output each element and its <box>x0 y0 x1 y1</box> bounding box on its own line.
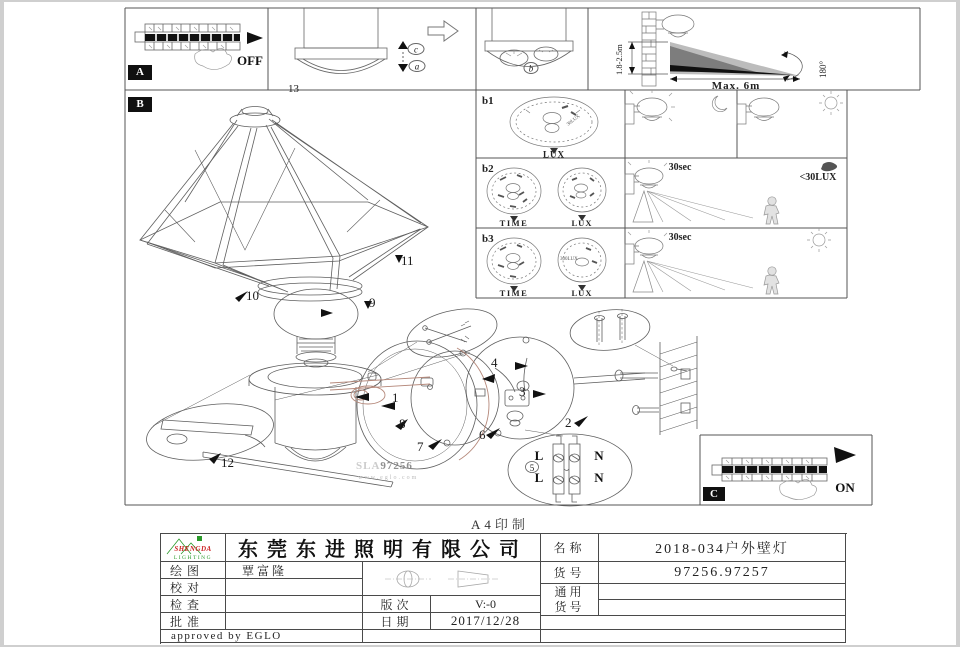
person-figure <box>764 267 779 294</box>
direction-c-label: c <box>414 44 418 55</box>
b3-duration-label: 30sec <box>668 232 692 243</box>
terminal-n2-label: N <box>594 470 604 485</box>
revision-value: V:-0 <box>431 596 541 613</box>
person-figure <box>764 197 779 224</box>
part-9-label: 9 <box>369 295 376 310</box>
revision-label: 版次 <box>363 596 431 613</box>
empty-row-2 <box>541 630 846 643</box>
company-name: 东莞东进照明有限公司 <box>226 534 541 562</box>
part-11-label: 11 <box>401 253 414 268</box>
detection-range-diagram <box>588 8 920 90</box>
row-drawn-label: 绘图 <box>161 562 226 579</box>
watermark-code: SLA97256 <box>356 460 413 472</box>
b1-tag: b1 <box>482 95 494 107</box>
b2-dial2-label: LUX <box>571 218 593 228</box>
b1-dial-label: LUX <box>542 149 566 160</box>
product-name-value: 2018-034户外壁灯 <box>599 534 846 562</box>
empty-row-1 <box>541 616 846 630</box>
max-distance-label: Max. 6m <box>711 80 761 92</box>
projection-symbol <box>363 562 541 596</box>
b3-tag: b3 <box>482 233 494 245</box>
projection-symbol-cell <box>363 562 541 596</box>
item-no-label: 货号 <box>541 562 599 584</box>
b2-tag: b2 <box>482 163 494 175</box>
b3-dial1-label: TIME <box>499 288 529 298</box>
mount-height-label: 1.8-2.5m <box>614 44 624 75</box>
next-step-arrow-icon <box>428 21 458 41</box>
b2-duration-label: 30sec <box>668 162 692 173</box>
b1-day-scene <box>737 90 847 158</box>
sun-icon <box>807 228 831 252</box>
item-no-value: 97256.97257 <box>599 562 846 584</box>
shengda-logo <box>161 534 226 562</box>
part-1-label: 1 <box>392 390 399 405</box>
row-approve-label: 批准 <box>161 613 226 630</box>
part-7-label: 7 <box>417 439 424 454</box>
part-pointer-arrows <box>209 255 588 464</box>
part-4-label: 4 <box>491 355 498 370</box>
row-drawn-value: 覃富隆 <box>226 562 363 579</box>
row-inspect-label: 检查 <box>161 596 226 613</box>
terminal-n1-label: N <box>594 448 604 463</box>
switch-direction-arrow-icon <box>834 447 856 463</box>
part-10-label: 10 <box>246 288 259 303</box>
direction-a-label: a <box>414 61 420 72</box>
dials-view-label: b <box>528 63 534 74</box>
section-tag-a: A <box>128 65 152 80</box>
b3-dial2-label: LUX <box>571 288 593 298</box>
switch-off-label: OFF <box>237 53 263 68</box>
row-inspect-value <box>226 596 363 613</box>
terminal-l1-label: L <box>534 448 544 463</box>
common-item-label: 通用 货号 <box>541 584 599 616</box>
approval-note: approved by EGLO <box>161 630 363 643</box>
empty-cell <box>363 630 541 643</box>
b3-dial2-value: 300LUX <box>560 257 578 262</box>
part-2-label: 2 <box>565 415 572 430</box>
switch-direction-arrow-icon <box>247 32 263 44</box>
finger-sketch <box>195 48 232 69</box>
section-tag-b: B <box>128 97 152 112</box>
sensor-head-view-drawing <box>268 8 476 95</box>
part-13-label: 13 <box>288 83 299 95</box>
finger-sketch <box>780 479 817 499</box>
sensor-dials-view-drawing <box>476 8 588 92</box>
angle-label: 180° <box>818 60 828 78</box>
b1-dial-value: 30LUX <box>566 114 582 128</box>
part-12-label: 12 <box>221 455 234 470</box>
part-5-label: 5 <box>529 463 535 473</box>
row-approve-value <box>226 613 363 630</box>
date-value: 2017/12/28 <box>431 613 541 630</box>
b2-dial1-label: TIME <box>499 218 529 228</box>
b2-condition-label: <30LUX <box>799 172 837 183</box>
arrow-up-icon <box>398 41 408 49</box>
part-3-label: 3 <box>519 384 526 399</box>
row-check1-value <box>226 579 363 596</box>
product-name-label: 名称 <box>541 534 599 562</box>
moon-icon <box>712 96 727 112</box>
print-format-note: A4印制 <box>471 517 529 532</box>
dark-sky-icon <box>821 162 837 171</box>
part-6-label: 6 <box>479 427 486 442</box>
common-item-value-bottom <box>599 600 846 616</box>
exploded-view-drawing <box>125 90 700 510</box>
row-check1-label: 校对 <box>161 579 226 596</box>
logo-cell <box>161 534 226 562</box>
arrow-down-icon <box>398 64 408 72</box>
logo-line2: LIGHTING <box>173 555 213 561</box>
watermark-site: www.eglo.com <box>358 475 419 481</box>
switch-on-label: ON <box>835 480 855 495</box>
terminal-l2-label: L <box>534 470 544 485</box>
common-item-value-top <box>599 584 846 600</box>
logo-line1: SHENGDA <box>174 545 212 553</box>
title-block <box>160 533 847 644</box>
panel-c-dip-switch-drawing <box>700 435 872 505</box>
section-tag-c: C <box>703 487 725 501</box>
sun-icon <box>819 91 843 115</box>
date-label: 日期 <box>363 613 431 630</box>
part-8-label: 8 <box>399 416 406 431</box>
